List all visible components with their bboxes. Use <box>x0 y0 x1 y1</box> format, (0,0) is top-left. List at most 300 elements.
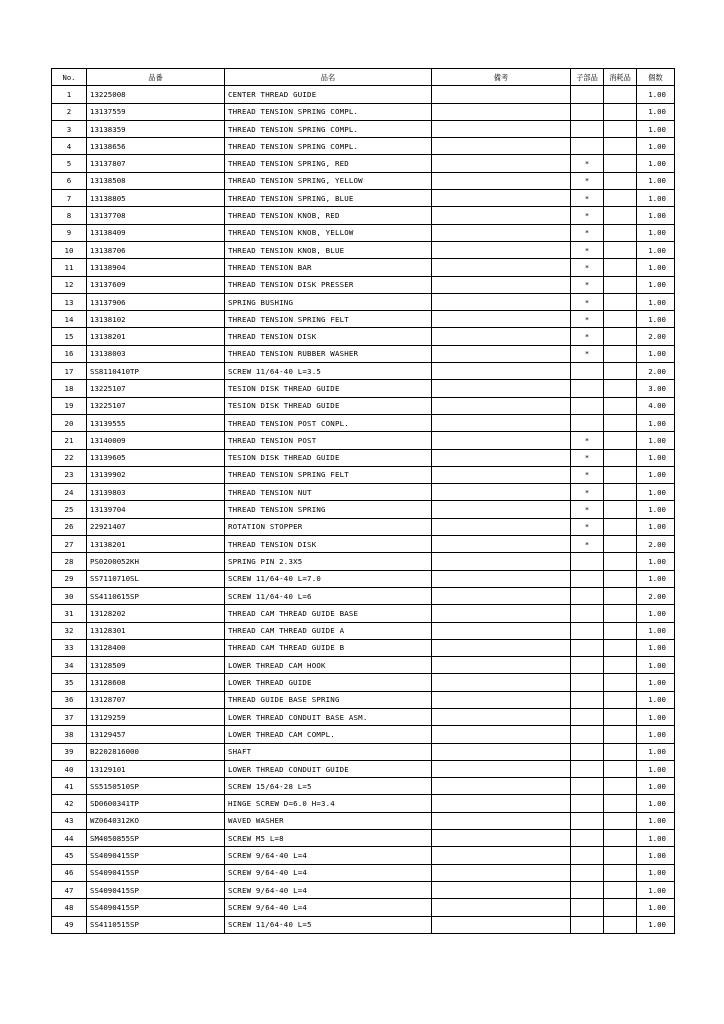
sub-part-mark <box>571 639 604 656</box>
quantity-cell: 1.00 <box>637 795 675 812</box>
quantity-cell: 1.00 <box>637 120 675 137</box>
consumable-mark <box>604 207 637 224</box>
sub-part-mark: * <box>571 536 604 553</box>
part-name-cell: THREAD TENSION SPRING COMPL. <box>225 103 432 120</box>
part-name-cell: THREAD TENSION SPRING, BLUE <box>225 190 432 207</box>
part-name-cell: SCREW 11/64-40 L=3.5 <box>225 363 432 380</box>
part-name-cell: LOWER THREAD CONDUIT GUIDE <box>225 760 432 777</box>
consumable-mark <box>604 708 637 725</box>
part-name-cell: THREAD CAM THREAD GUIDE B <box>225 639 432 656</box>
part-name-cell: LOWER THREAD CAM HOOK <box>225 657 432 674</box>
consumable-mark <box>604 899 637 916</box>
sub-part-mark <box>571 622 604 639</box>
remarks-cell <box>432 155 571 172</box>
part-number-cell: 13139555 <box>87 414 225 431</box>
quantity-cell: 1.00 <box>637 570 675 587</box>
sub-part-mark: * <box>571 172 604 189</box>
table-row <box>52 293 675 310</box>
part-number-cell: 13137708 <box>87 207 225 224</box>
row-number: 32 <box>52 622 87 639</box>
quantity-cell: 1.00 <box>637 224 675 241</box>
remarks-cell <box>432 708 571 725</box>
sub-part-mark <box>571 760 604 777</box>
part-name-cell: THREAD TENSION SPRING FELT <box>225 311 432 328</box>
quantity-cell: 1.00 <box>637 518 675 535</box>
row-number: 6 <box>52 172 87 189</box>
sub-part-mark <box>571 864 604 881</box>
quantity-cell: 1.00 <box>637 484 675 501</box>
sub-part-mark: * <box>571 241 604 258</box>
quantity-cell: 1.00 <box>637 657 675 674</box>
sub-part-mark <box>571 570 604 587</box>
consumable-mark <box>604 916 637 933</box>
row-number: 46 <box>52 864 87 881</box>
quantity-cell: 1.00 <box>637 259 675 276</box>
part-number-cell: 13138359 <box>87 120 225 137</box>
sub-part-mark: * <box>571 501 604 518</box>
table-header <box>52 69 675 86</box>
table-row <box>52 172 675 189</box>
remarks-cell <box>432 363 571 380</box>
part-number-cell: 13128400 <box>87 639 225 656</box>
quantity-cell: 1.00 <box>637 449 675 466</box>
consumable-mark <box>604 363 637 380</box>
row-number: 31 <box>52 605 87 622</box>
row-number: 22 <box>52 449 87 466</box>
part-name-cell: SCREW 11/64-40 L=7.0 <box>225 570 432 587</box>
quantity-cell: 1.00 <box>637 155 675 172</box>
sub-part-mark: * <box>571 345 604 362</box>
row-number: 38 <box>52 726 87 743</box>
remarks-cell <box>432 812 571 829</box>
table-row <box>52 138 675 155</box>
part-name-cell: LOWER THREAD GUIDE <box>225 674 432 691</box>
part-name-cell: LOWER THREAD CAM COMPL. <box>225 726 432 743</box>
sub-part-mark <box>571 657 604 674</box>
sub-part-mark <box>571 138 604 155</box>
row-number: 21 <box>52 432 87 449</box>
table-row <box>52 899 675 916</box>
sub-part-mark <box>571 397 604 414</box>
sub-part-mark <box>571 691 604 708</box>
sub-part-mark <box>571 414 604 431</box>
remarks-cell <box>432 760 571 777</box>
part-name-cell: LOWER THREAD CONDUIT BASE ASM. <box>225 708 432 725</box>
part-number-cell: 13137559 <box>87 103 225 120</box>
part-number-cell: 13138904 <box>87 259 225 276</box>
part-number-cell: 13225107 <box>87 397 225 414</box>
consumable-mark <box>604 605 637 622</box>
part-name-cell: SPRING BUSHING <box>225 293 432 310</box>
row-number: 39 <box>52 743 87 760</box>
part-name-cell: SCREW 9/64-40 L=4 <box>225 847 432 864</box>
remarks-cell <box>432 207 571 224</box>
table-row <box>52 657 675 674</box>
sub-part-mark: * <box>571 432 604 449</box>
sub-part-mark <box>571 380 604 397</box>
row-number: 24 <box>52 484 87 501</box>
quantity-cell: 1.00 <box>637 553 675 570</box>
quantity-cell: 1.00 <box>637 207 675 224</box>
row-number: 13 <box>52 293 87 310</box>
remarks-cell <box>432 224 571 241</box>
sub-part-mark <box>571 899 604 916</box>
part-number-cell: 22921407 <box>87 518 225 535</box>
part-number-cell: 13138508 <box>87 172 225 189</box>
remarks-cell <box>432 259 571 276</box>
table-row <box>52 120 675 137</box>
table-row <box>52 328 675 345</box>
sub-part-mark: * <box>571 293 604 310</box>
consumable-mark <box>604 743 637 760</box>
part-number-cell: 13140009 <box>87 432 225 449</box>
remarks-cell <box>432 380 571 397</box>
table-row <box>52 397 675 414</box>
quantity-cell: 1.00 <box>637 345 675 362</box>
table-row <box>52 484 675 501</box>
part-name-cell: SCREW 15/64-28 L=5 <box>225 778 432 795</box>
part-name-cell: THREAD TENSION SPRING, YELLOW <box>225 172 432 189</box>
consumable-mark <box>604 484 637 501</box>
part-number-cell: 13138201 <box>87 536 225 553</box>
quantity-cell: 1.00 <box>637 778 675 795</box>
table-row <box>52 570 675 587</box>
sub-part-mark <box>571 553 604 570</box>
part-name-cell: CENTER THREAD GUIDE <box>225 86 432 103</box>
quantity-cell: 1.00 <box>637 881 675 898</box>
remarks-cell <box>432 691 571 708</box>
part-number-cell: SD0600341TP <box>87 795 225 812</box>
sub-part-mark <box>571 726 604 743</box>
consumable-mark <box>604 639 637 656</box>
table-row <box>52 86 675 103</box>
row-number: 28 <box>52 553 87 570</box>
consumable-mark <box>604 172 637 189</box>
sub-part-mark <box>571 86 604 103</box>
table-row <box>52 363 675 380</box>
header-sub-part: 子部品 <box>571 69 604 86</box>
sub-part-mark <box>571 587 604 604</box>
table-row <box>52 380 675 397</box>
table-row <box>52 587 675 604</box>
part-name-cell: THREAD TENSION DISK PRESSER <box>225 276 432 293</box>
part-name-cell: THREAD TENSION DISK <box>225 536 432 553</box>
table-row <box>52 708 675 725</box>
part-number-cell: 13139605 <box>87 449 225 466</box>
row-number: 40 <box>52 760 87 777</box>
part-number-cell: PS0200052KH <box>87 553 225 570</box>
part-number-cell: 13137906 <box>87 293 225 310</box>
header-quantity: 個数 <box>637 69 675 86</box>
quantity-cell: 1.00 <box>637 276 675 293</box>
consumable-mark <box>604 553 637 570</box>
quantity-cell: 1.00 <box>637 501 675 518</box>
consumable-mark <box>604 847 637 864</box>
consumable-mark <box>604 657 637 674</box>
remarks-cell <box>432 657 571 674</box>
table-row <box>52 518 675 535</box>
quantity-cell: 1.00 <box>637 432 675 449</box>
table-row <box>52 726 675 743</box>
part-number-cell: SS8110410TP <box>87 363 225 380</box>
consumable-mark <box>604 518 637 535</box>
part-name-cell: THREAD TENSION RUBBER WASHER <box>225 345 432 362</box>
part-number-cell: SS4090415SP <box>87 847 225 864</box>
consumable-mark <box>604 86 637 103</box>
part-number-cell: 13129457 <box>87 726 225 743</box>
sub-part-mark: * <box>571 224 604 241</box>
quantity-cell: 1.00 <box>637 899 675 916</box>
part-name-cell: THREAD CAM THREAD GUIDE A <box>225 622 432 639</box>
part-number-cell: SS4090415SP <box>87 881 225 898</box>
table-row <box>52 691 675 708</box>
quantity-cell: 1.00 <box>637 293 675 310</box>
table-row <box>52 345 675 362</box>
table-row <box>52 847 675 864</box>
row-number: 35 <box>52 674 87 691</box>
row-number: 16 <box>52 345 87 362</box>
part-name-cell: SCREW 9/64-40 L=4 <box>225 881 432 898</box>
part-number-cell: 13138656 <box>87 138 225 155</box>
sub-part-mark: * <box>571 449 604 466</box>
table-row <box>52 241 675 258</box>
header-consumable: 消耗品 <box>604 69 637 86</box>
part-name-cell: WAVED WASHER <box>225 812 432 829</box>
row-number: 12 <box>52 276 87 293</box>
consumable-mark <box>604 812 637 829</box>
sub-part-mark <box>571 120 604 137</box>
header-row <box>52 69 675 86</box>
part-number-cell: 13138706 <box>87 241 225 258</box>
part-name-cell: TESION DISK THREAD GUIDE <box>225 380 432 397</box>
remarks-cell <box>432 570 571 587</box>
row-number: 34 <box>52 657 87 674</box>
part-number-cell: SS4110515SP <box>87 916 225 933</box>
part-number-cell: SS4090415SP <box>87 864 225 881</box>
remarks-cell <box>432 830 571 847</box>
table-row <box>52 432 675 449</box>
remarks-cell <box>432 484 571 501</box>
consumable-mark <box>604 622 637 639</box>
part-name-cell: THREAD TENSION KNOB, YELLOW <box>225 224 432 241</box>
remarks-cell <box>432 120 571 137</box>
part-number-cell: 13128202 <box>87 605 225 622</box>
remarks-cell <box>432 795 571 812</box>
consumable-mark <box>604 674 637 691</box>
remarks-cell <box>432 311 571 328</box>
sub-part-mark <box>571 674 604 691</box>
row-number: 29 <box>52 570 87 587</box>
table-row <box>52 259 675 276</box>
part-number-cell: SM4050855SP <box>87 830 225 847</box>
part-number-cell: 13129259 <box>87 708 225 725</box>
consumable-mark <box>604 241 637 258</box>
part-name-cell: THREAD TENSION SPRING COMPL. <box>225 138 432 155</box>
part-number-cell: B2202816000 <box>87 743 225 760</box>
table-row <box>52 276 675 293</box>
consumable-mark <box>604 501 637 518</box>
table-row <box>52 501 675 518</box>
table-row <box>52 224 675 241</box>
remarks-cell <box>432 553 571 570</box>
consumable-mark <box>604 864 637 881</box>
consumable-mark <box>604 778 637 795</box>
table-row <box>52 674 675 691</box>
quantity-cell: 3.00 <box>637 380 675 397</box>
row-number: 10 <box>52 241 87 258</box>
sub-part-mark: * <box>571 311 604 328</box>
consumable-mark <box>604 449 637 466</box>
sub-part-mark <box>571 708 604 725</box>
sub-part-mark <box>571 795 604 812</box>
row-number: 5 <box>52 155 87 172</box>
remarks-cell <box>432 726 571 743</box>
header-remarks: 備考 <box>432 69 571 86</box>
quantity-cell: 1.00 <box>637 138 675 155</box>
part-name-cell: SCREW 11/64-40 L=5 <box>225 916 432 933</box>
row-number: 4 <box>52 138 87 155</box>
row-number: 36 <box>52 691 87 708</box>
remarks-cell <box>432 449 571 466</box>
part-name-cell: TESION DISK THREAD GUIDE <box>225 397 432 414</box>
remarks-cell <box>432 605 571 622</box>
quantity-cell: 1.00 <box>637 760 675 777</box>
part-name-cell: THREAD TENSION SPRING <box>225 501 432 518</box>
part-name-cell: SCREW M5 L=8 <box>225 830 432 847</box>
part-name-cell: SCREW 11/64-40 L=6 <box>225 587 432 604</box>
quantity-cell: 1.00 <box>637 726 675 743</box>
row-number: 41 <box>52 778 87 795</box>
part-number-cell: 13138805 <box>87 190 225 207</box>
sub-part-mark: * <box>571 190 604 207</box>
part-number-cell: 13139803 <box>87 484 225 501</box>
table-row <box>52 778 675 795</box>
remarks-cell <box>432 587 571 604</box>
table-row <box>52 190 675 207</box>
remarks-cell <box>432 276 571 293</box>
row-number: 33 <box>52 639 87 656</box>
table-row <box>52 622 675 639</box>
consumable-mark <box>604 380 637 397</box>
table-row <box>52 916 675 933</box>
sub-part-mark <box>571 830 604 847</box>
part-name-cell: THREAD TENSION NUT <box>225 484 432 501</box>
sub-part-mark: * <box>571 276 604 293</box>
part-number-cell: 13128509 <box>87 657 225 674</box>
part-name-cell: THREAD TENSION DISK <box>225 328 432 345</box>
sub-part-mark <box>571 363 604 380</box>
part-number-cell: 13225107 <box>87 380 225 397</box>
consumable-mark <box>604 587 637 604</box>
consumable-mark <box>604 432 637 449</box>
quantity-cell: 1.00 <box>637 830 675 847</box>
part-number-cell: 13139704 <box>87 501 225 518</box>
quantity-cell: 1.00 <box>637 639 675 656</box>
consumable-mark <box>604 103 637 120</box>
sub-part-mark: * <box>571 484 604 501</box>
quantity-cell: 1.00 <box>637 743 675 760</box>
sub-part-mark <box>571 605 604 622</box>
quantity-cell: 4.00 <box>637 397 675 414</box>
remarks-cell <box>432 86 571 103</box>
parts-list-table <box>51 68 675 934</box>
remarks-cell <box>432 916 571 933</box>
sub-part-mark <box>571 743 604 760</box>
row-number: 2 <box>52 103 87 120</box>
row-number: 15 <box>52 328 87 345</box>
row-number: 17 <box>52 363 87 380</box>
part-number-cell: 13128301 <box>87 622 225 639</box>
part-name-cell: THREAD TENSION KNOB, BLUE <box>225 241 432 258</box>
table-body <box>52 86 675 934</box>
row-number: 30 <box>52 587 87 604</box>
consumable-mark <box>604 536 637 553</box>
table-row <box>52 881 675 898</box>
part-number-cell: SS5150510SP <box>87 778 225 795</box>
table-row <box>52 207 675 224</box>
consumable-mark <box>604 345 637 362</box>
remarks-cell <box>432 293 571 310</box>
part-number-cell: 13225008 <box>87 86 225 103</box>
header-part-name: 品名 <box>225 69 432 86</box>
row-number: 49 <box>52 916 87 933</box>
consumable-mark <box>604 138 637 155</box>
row-number: 23 <box>52 466 87 483</box>
part-number-cell: SS4110615SP <box>87 587 225 604</box>
part-number-cell: 13139902 <box>87 466 225 483</box>
row-number: 43 <box>52 812 87 829</box>
quantity-cell: 1.00 <box>637 812 675 829</box>
part-name-cell: SCREW 9/64-40 L=4 <box>225 899 432 916</box>
table-row <box>52 103 675 120</box>
quantity-cell: 1.00 <box>637 674 675 691</box>
table-row <box>52 414 675 431</box>
part-number-cell: 13128707 <box>87 691 225 708</box>
consumable-mark <box>604 466 637 483</box>
part-name-cell: SPRING PIN 2.3X5 <box>225 553 432 570</box>
row-number: 11 <box>52 259 87 276</box>
quantity-cell: 1.00 <box>637 916 675 933</box>
sub-part-mark: * <box>571 328 604 345</box>
quantity-cell: 1.00 <box>637 103 675 120</box>
quantity-cell: 2.00 <box>637 536 675 553</box>
table-row <box>52 536 675 553</box>
part-number-cell: SS7110710SL <box>87 570 225 587</box>
sub-part-mark <box>571 812 604 829</box>
row-number: 42 <box>52 795 87 812</box>
sub-part-mark: * <box>571 466 604 483</box>
table-row <box>52 311 675 328</box>
part-number-cell: 13129101 <box>87 760 225 777</box>
quantity-cell: 1.00 <box>637 172 675 189</box>
remarks-cell <box>432 864 571 881</box>
remarks-cell <box>432 190 571 207</box>
part-name-cell: THREAD TENSION POST CONPL. <box>225 414 432 431</box>
part-name-cell: ROTATION STOPPER <box>225 518 432 535</box>
part-number-cell: WZ0640312KO <box>87 812 225 829</box>
consumable-mark <box>604 276 637 293</box>
consumable-mark <box>604 760 637 777</box>
consumable-mark <box>604 224 637 241</box>
remarks-cell <box>432 432 571 449</box>
remarks-cell <box>432 674 571 691</box>
row-number: 14 <box>52 311 87 328</box>
consumable-mark <box>604 155 637 172</box>
part-name-cell: TESION DISK THREAD GUIDE <box>225 449 432 466</box>
table-row <box>52 155 675 172</box>
sub-part-mark <box>571 103 604 120</box>
table-row <box>52 466 675 483</box>
